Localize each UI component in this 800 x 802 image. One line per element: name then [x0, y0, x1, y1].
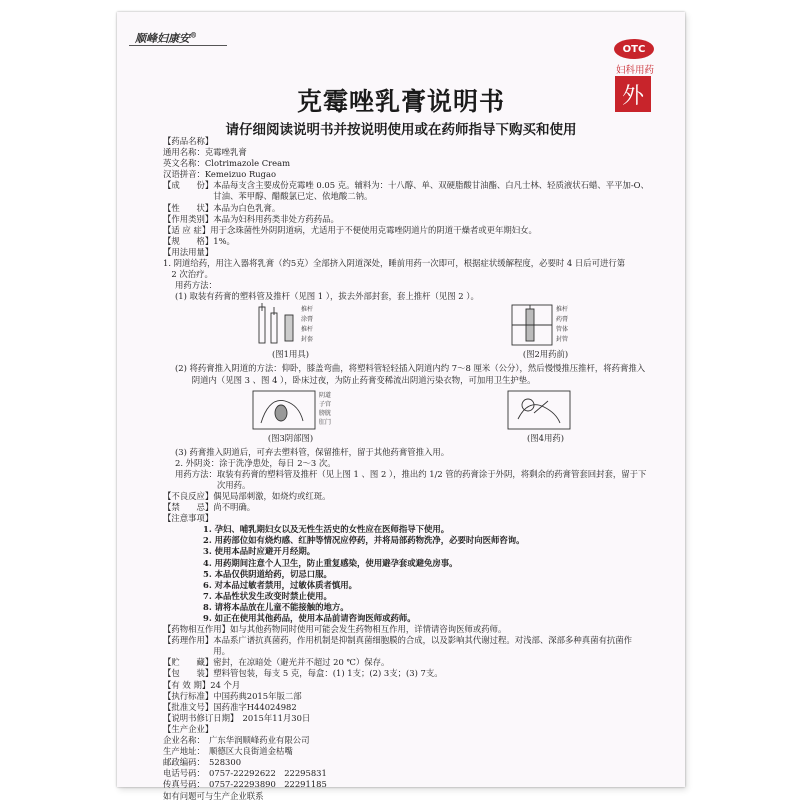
text-line: 企业名称： 广东华润顺峰药业有限公司	[163, 735, 310, 746]
text-line: 【包 装】塑料管包装，每支 5 克，每盒：(1) 1支；(2) 3支；(3) 7支。	[163, 668, 443, 679]
svg-text:药膏: 药膏	[555, 316, 568, 324]
illustration-drawing	[504, 303, 588, 347]
svg-text:推杆: 推杆	[300, 326, 313, 334]
section-usage-effects	[163, 447, 673, 525]
figure-row-1	[163, 306, 673, 360]
illustration-figure	[249, 387, 333, 444]
text-line: 【规 格】1%。	[163, 235, 235, 246]
text-line: 2. 外阴炎：涂于洗净患处，每日 2～3 次。	[175, 457, 336, 468]
illustration-drawing	[249, 303, 333, 347]
text-line: 汉语拼音：Kemeizuo Rugao	[163, 169, 277, 180]
svg-text:子宫: 子宫	[318, 400, 331, 408]
text-line: 如有问题可与生产企业联系	[163, 790, 264, 801]
illustration-drawing	[249, 387, 333, 431]
otc-badge-text: OTC	[622, 43, 646, 55]
text-line: 【禁 忌】尚不明确。	[163, 502, 256, 513]
brand-underline	[129, 45, 227, 46]
registered-mark: ®	[190, 30, 197, 40]
otc-badge	[614, 39, 654, 59]
external-use-char: 外	[621, 83, 644, 109]
text-line: 【药理作用】本品系广谱抗真菌药，作用机制是抑制真菌细胞膜的合成，以及影响其代谢过程。对浅部、深部多种真菌有抗菌作	[163, 635, 632, 646]
text-line: 【药品名称】	[163, 136, 214, 146]
svg-text:涂膏: 涂膏	[300, 316, 313, 324]
text-line: 甘油、苯甲醇、醋酸氯已定、依地酸二钠。	[163, 191, 373, 202]
text-line: 次用药。	[175, 479, 251, 490]
text-line: 【作用类别】本品为妇科用药类非处方药药品。	[163, 213, 339, 224]
illustration-figure	[504, 387, 588, 444]
svg-text:封套: 封套	[300, 336, 313, 344]
precaution-item: 2. 用药部位如有烧灼感、红肿等情况应停药，并将局部药物洗净，必要时向医师咨询。	[203, 535, 525, 546]
figure-caption: (图3阴部图)	[267, 432, 314, 443]
figure-caption: (图2用药前)	[522, 349, 569, 360]
svg-text:封管: 封管	[555, 336, 568, 344]
text-line: (3) 药膏推入阴道后，可弃去塑料管，保留推杆，留于其他药膏管推入用。	[175, 446, 450, 457]
text-line: 【适 应 症】用于念珠菌性外阴阴道病，尤适用于不便使用克霉唑阴道片的阴道干燥者或更年期妇女。	[163, 224, 537, 235]
text-line: 2 次治疗。	[163, 269, 213, 280]
text-line: 【贮 藏】密封，在凉暗处（避光并不超过 20 ℃）保存。	[163, 657, 390, 668]
text-line: 【批准文号】国药准字H44024982	[163, 701, 297, 712]
precautions-list	[163, 524, 673, 624]
leaflet-sheet	[117, 12, 685, 801]
svg-text:膀胱: 膀胱	[318, 409, 331, 417]
text-line: 【用法用量】	[163, 246, 214, 257]
text-line: 【执行标准】中国药典2015年版二部	[163, 690, 302, 701]
text-line: 传真号码： 0757-22293890 22291185	[163, 779, 327, 790]
text-line: 【不良反应】偶见局部刺激，如烧灼或红斑。	[163, 490, 331, 501]
brand-name: 顺峰妇康安	[135, 32, 190, 45]
precaution-item: 4. 用药期间注意个人卫生，防止重复感染，使用避孕套或避免房事。	[203, 557, 458, 568]
text-line: (1) 取装有药膏的塑料管及推杆（见图 1 ），拔去外部封套，套上推杆（见图 2 ）。	[175, 291, 479, 302]
text-line: 【生产企业】	[163, 723, 214, 734]
text-line: 电话号码： 0757-22292622 22295831	[163, 768, 327, 779]
figure-caption: (图4用药)	[527, 432, 564, 443]
text-line: 邮政编码： 528300	[163, 757, 242, 768]
text-line: 阴道内（见图 3 、图 4 ），卧床过夜，为防止药膏变稀流出阴道污染衣物，可加用卫生护垫。	[175, 374, 536, 385]
precaution-item: 9. 如正在使用其他药品，使用本品前请咨询医师或药师。	[203, 613, 416, 623]
svg-text:肛门: 肛门	[318, 418, 331, 426]
text-line: 【注意事项】	[163, 513, 214, 524]
text-line: 【药物相互作用】如与其他药物同时使用可能会发生药物相互作用，详情请咨询医师或药师。	[163, 624, 507, 635]
text-line: 【性 状】本品为白色乳膏。	[163, 202, 281, 213]
svg-text:推杆: 推杆	[555, 306, 568, 314]
document-title: 克霉唑乳膏说明书	[296, 87, 505, 116]
illustration-drawing	[504, 387, 588, 431]
text-line: 【成 份】本品每支含主要成份克霉唑 0.05 克。辅料为：十八醇、单、双硬脂酸甘油酯、白凡士林、轻质液状石蜡、平平加-O、	[163, 180, 649, 191]
precaution-item: 5. 本品仅供阴道给药，切忌口服。	[203, 568, 332, 579]
leaflet-body	[163, 136, 673, 802]
text-line: (2) 将药膏推入阴道的方法：仰卧，膝盖弯曲，将塑料管轻轻插入阴道内约 7～8 厘米（公分），然后慢慢推压推杆，将药膏推入	[175, 363, 646, 374]
precaution-item: 8. 请将本品放在儿童不能接触的地方。	[203, 601, 349, 612]
precaution-item: 3. 使用本品时应避开月经期。	[203, 546, 316, 557]
text-line: 用药方法：	[175, 280, 217, 291]
otc-category: 妇科用药	[615, 65, 654, 76]
text-line: 通用名称：克霉唑乳膏	[163, 147, 247, 158]
text-line: 用。	[163, 646, 230, 657]
figure-caption: (图1用具)	[272, 349, 309, 360]
text-line: 1. 阴道给药，用注入器将乳膏（约5克）全部挤入阴道深处，睡前用药一次即可，根据症状缓解程度，必要时 4 日后可进行第	[163, 258, 626, 269]
document-subtitle: 请仔细阅读说明书并按说明使用或在药师指导下购买和使用	[225, 122, 577, 138]
svg-text:推杆: 推杆	[300, 306, 313, 314]
brand-logo	[135, 30, 197, 46]
text-line: 英文名称：Clotrimazole Cream	[163, 158, 291, 169]
svg-text:管体: 管体	[555, 326, 568, 334]
section-product-details	[163, 624, 673, 802]
figure-row-2	[163, 390, 673, 444]
svg-text:阴道: 阴道	[318, 391, 331, 399]
text-line: 用药方法：取装有药膏的塑料管及推杆（见上图 1 、图 2 ），推出约 1/2 管的药膏涂于外阴，将剩余的药膏管套回封套，留于下	[175, 468, 647, 479]
section-basic-info	[163, 136, 673, 302]
text-line: 生产地址： 顺德区大良街道金枯嘴	[163, 746, 293, 757]
illustration-figure	[249, 303, 333, 360]
text-line: 【说明书修订日期】 2015年11月30日	[163, 712, 311, 723]
section-insertion-method	[163, 363, 673, 385]
precaution-item: 1. 孕妇、哺乳期妇女以及无性生活史的女性应在医师指导下使用。	[203, 524, 450, 535]
text-line: 【有 效 期】24 个月	[163, 679, 241, 690]
illustration-figure	[504, 303, 588, 360]
precaution-item: 6. 对本品过敏者禁用，过敏体质者慎用。	[203, 579, 358, 590]
precaution-item: 7. 本品性状发生改变时禁止使用。	[203, 590, 332, 601]
